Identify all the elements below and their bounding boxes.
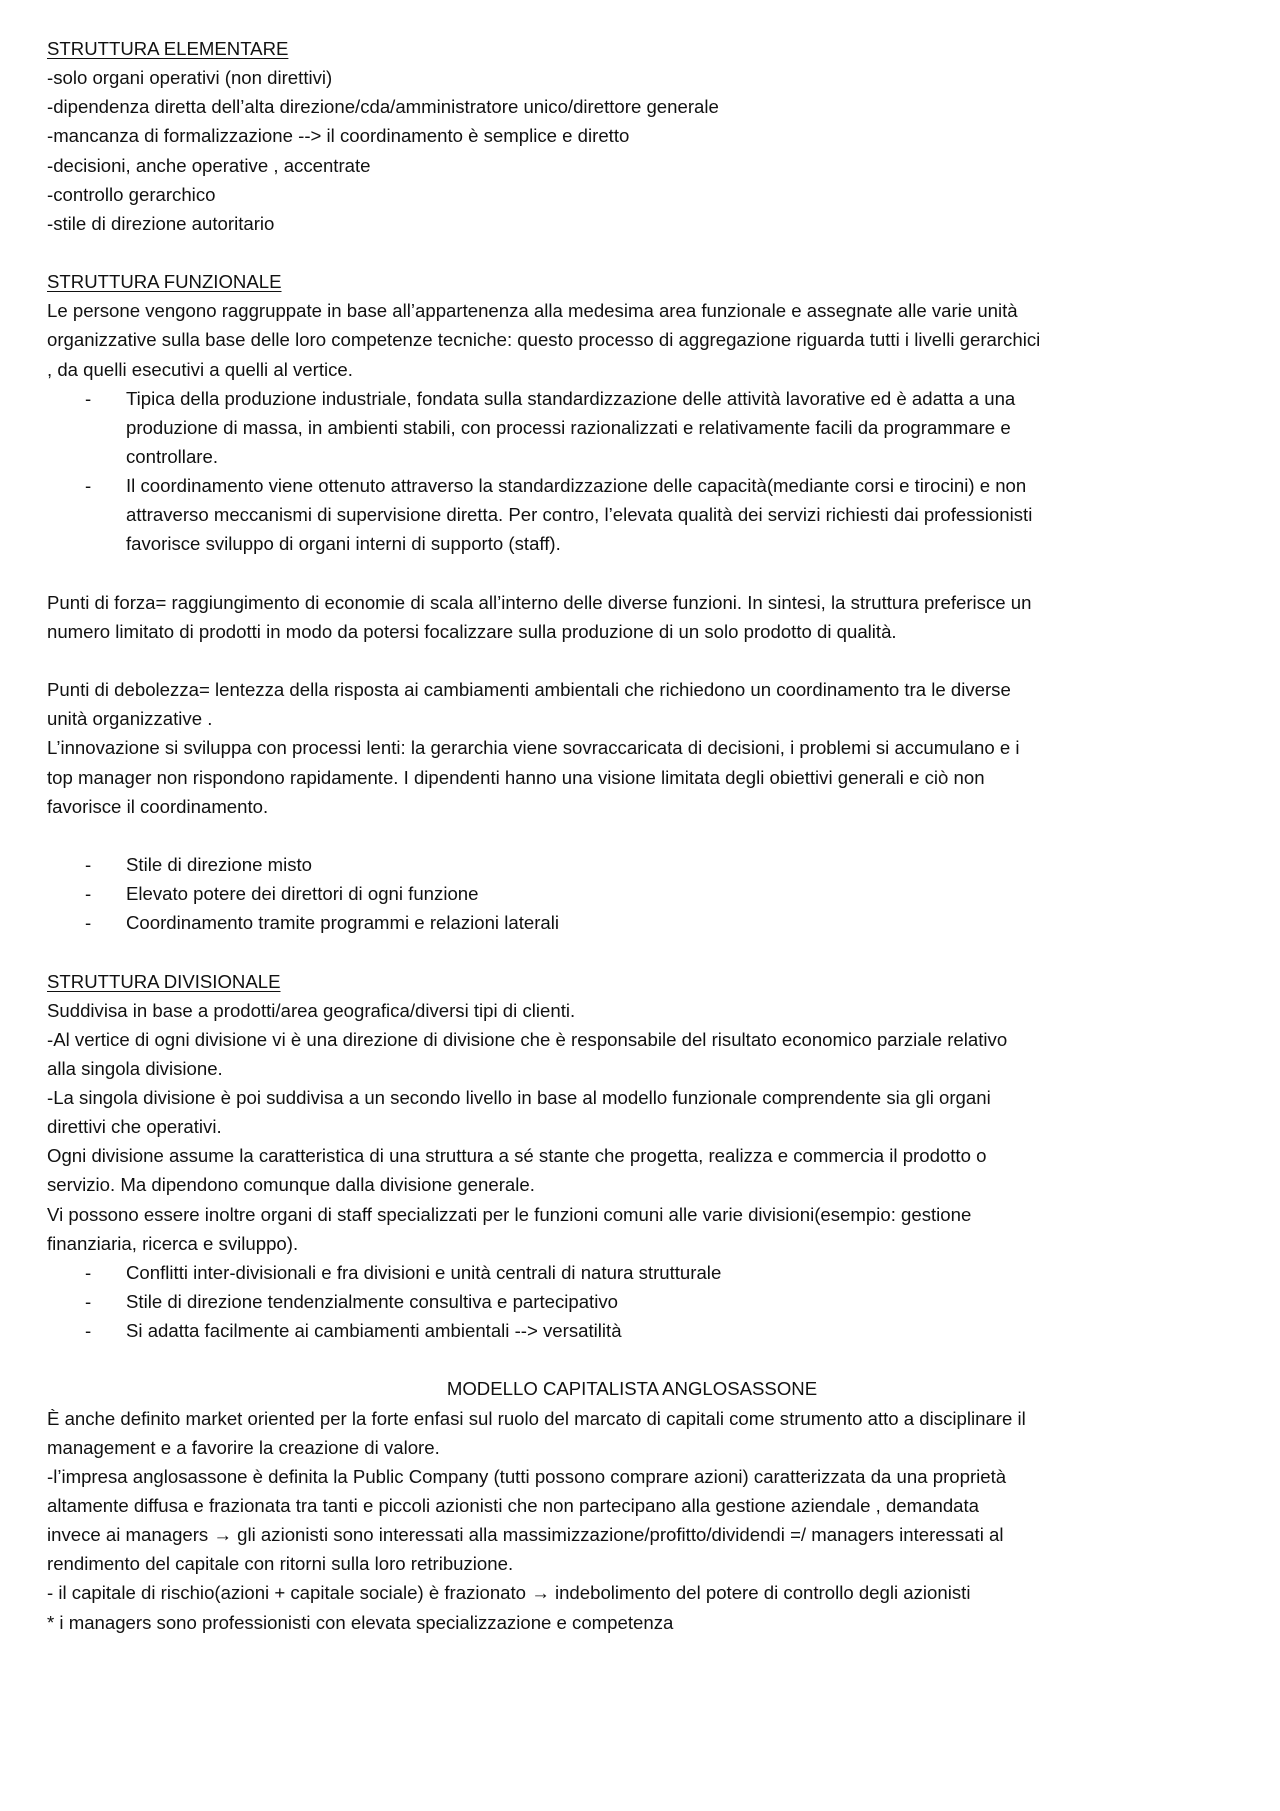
document-page <box>47 34 1217 1637</box>
bullet-item-line <box>47 471 1217 500</box>
blank-line <box>47 559 1217 588</box>
bullet-text: favorisce sviluppo di organi interni di supporto (staff). <box>126 533 561 555</box>
text-line: Punti di forza= raggiungimento di economie di scala all’interno delle diverse funzioni. In sintesi, la struttura preferisce un <box>47 591 1032 613</box>
text-line: , da quelli esecutivi a quelli al vertice. <box>47 358 353 380</box>
blank-line <box>47 821 1217 850</box>
bullet-item-line <box>47 850 1217 879</box>
bullet-item-line <box>47 1316 1217 1345</box>
text-line: Punti di debolezza= lentezza della risposta ai cambiamenti ambientali che richiedono un coordinamento tra le diverse <box>47 679 1011 701</box>
text-line: direttivi che operativi. <box>47 1116 222 1138</box>
section-heading: STRUTTURA FUNZIONALE <box>47 271 282 293</box>
section-title-centered: MODELLO CAPITALISTA ANGLOSASSONE <box>446 1378 818 1400</box>
bullet-item-line <box>47 413 1217 442</box>
bullet-dash-icon: - <box>85 1291 92 1313</box>
bullet-text: produzione di massa, in ambienti stabili, con processi razionalizzati e relativamente facili da programmare e <box>126 416 1011 438</box>
text-line: favorisce il coordinamento. <box>47 795 269 817</box>
text-line: finanziaria, ricerca e sviluppo). <box>47 1232 299 1254</box>
text-line: rendimento del capitale con ritorni sulla loro retribuzione. <box>47 1553 514 1575</box>
text-line: -controllo gerarchico <box>47 183 216 205</box>
bullet-item-line <box>47 1258 1217 1287</box>
blank-line <box>47 238 1217 267</box>
bullet-dash-icon: - <box>85 387 92 409</box>
bullet-item-line <box>47 879 1217 908</box>
text-line: altamente diffusa e frazionata tra tanti e piccoli azionisti che non partecipano alla gestione aziendale , demandata <box>47 1495 980 1517</box>
bullet-text: Stile di direzione tendenzialmente consultiva e partecipativo <box>126 1291 618 1313</box>
bullet-text: Conflitti inter-divisionali e fra divisioni e unità centrali di natura strutturale <box>126 1261 722 1283</box>
bullet-dash-icon: - <box>85 475 92 497</box>
text-line: Le persone vengono raggruppate in base all’appartenenza alla medesima area funzionale e assegnate alle varie unità <box>47 300 1018 322</box>
bullet-dash-icon: - <box>85 883 92 905</box>
text-line: unità organizzative . <box>47 708 213 730</box>
text-line: È anche definito market oriented per la forte enfasi sul ruolo del marcato di capitali come strumento atto a disciplinare il <box>47 1407 1026 1429</box>
text-line: * i managers sono professionisti con elevata specializzazione e competenza <box>47 1611 674 1633</box>
bullet-dash-icon: - <box>85 853 92 875</box>
bullet-text: controllare. <box>126 445 218 467</box>
text-line: -La singola divisione è poi suddivisa a un secondo livello in base al modello funzionale comprendente sia gli organi <box>47 1087 991 1109</box>
bullet-dash-icon: - <box>85 1261 92 1283</box>
text-line: Suddivisa in base a prodotti/area geografica/diversi tipi di clienti. <box>47 999 576 1021</box>
blank-line <box>47 1345 1217 1374</box>
text-line: servizio. Ma dipendono comunque dalla divisione generale. <box>47 1174 535 1196</box>
text-line: -Al vertice di ogni divisione vi è una direzione di divisione che è responsabile del risultato economico parziale relativo <box>47 1028 1008 1050</box>
bullet-item-line <box>47 384 1217 413</box>
text-line: - il capitale di rischio(azioni + capitale sociale) è frazionato → indebolimento del potere di controllo degli azionisti <box>47 1582 971 1604</box>
text-line: -stile di direzione autoritario <box>47 212 275 234</box>
bullet-text: Stile di direzione misto <box>126 853 313 875</box>
bullet-item-line <box>47 1287 1217 1316</box>
text-line: -l’impresa anglosassone è definita la Public Company (tutti possono comprare azioni) caratterizzata da una proprietà <box>47 1465 1007 1487</box>
text-line: invece ai managers → gli azionisti sono interessati alla massimizzazione/profitto/dividendi =/ managers interessati al <box>47 1524 1004 1546</box>
text-line: -mancanza di formalizzazione --> il coordinamento è semplice e diretto <box>47 125 630 147</box>
blank-line <box>47 937 1217 966</box>
text-line: -solo organi operativi (non direttivi) <box>47 67 333 89</box>
bullet-item-line <box>47 908 1217 937</box>
bullet-item-line <box>47 500 1217 529</box>
text-line: top manager non rispondono rapidamente. I dipendenti hanno una visione limitata degli obiettivi generali e ciò non <box>47 766 985 788</box>
text-line: numero limitato di prodotti in modo da potersi focalizzare sulla produzione di un solo prodotto di qualità. <box>47 620 897 642</box>
bullet-text: attraverso meccanismi di supervisione diretta. Per contro, l’elevata qualità dei servizi richiesti dai professionisti <box>126 504 1033 526</box>
bullet-text: Tipica della produzione industriale, fondata sulla standardizzazione delle attività lavorative ed è adatta a una <box>126 387 1016 409</box>
text-line: Ogni divisione assume la caratteristica di una struttura a sé stante che progetta, realizza e commercia il prodotto o <box>47 1145 987 1167</box>
text-line: Vi possono essere inoltre organi di staff specializzati per le funzioni comuni alle varie divisioni(esempio: gestione <box>47 1203 972 1225</box>
bullet-dash-icon: - <box>85 1320 92 1342</box>
section-heading: STRUTTURA DIVISIONALE <box>47 970 281 992</box>
bullet-item-line <box>47 529 1217 558</box>
bullet-text: Elevato potere dei direttori di ogni funzione <box>126 883 479 905</box>
text-line: -dipendenza diretta dell’alta direzione/cda/amministratore unico/direttore generale <box>47 96 719 118</box>
bullet-dash-icon: - <box>85 912 92 934</box>
bullet-text: Si adatta facilmente ai cambiamenti ambientali --> versatilità <box>126 1320 622 1342</box>
blank-line <box>47 646 1217 675</box>
text-line: management e a favorire la creazione di valore. <box>47 1436 440 1458</box>
bullet-text: Coordinamento tramite programmi e relazioni laterali <box>126 912 560 934</box>
bullet-item-line <box>47 442 1217 471</box>
text-line: -decisioni, anche operative , accentrate <box>47 154 371 176</box>
bullet-text: Il coordinamento viene ottenuto attraverso la standardizzazione delle capacità(mediante corsi e tirocini) e non <box>126 475 1027 497</box>
text-line: alla singola divisione. <box>47 1057 223 1079</box>
section-heading: STRUTTURA ELEMENTARE <box>47 38 289 59</box>
text-line: L’innovazione si sviluppa con processi lenti: la gerarchia viene sovraccaricata di decisioni, i problemi si accumulano e i <box>47 737 1020 759</box>
text-line: organizzative sulla base delle loro competenze tecniche: questo processo di aggregazione riguarda tutti i livelli gerarchici <box>47 329 1041 351</box>
